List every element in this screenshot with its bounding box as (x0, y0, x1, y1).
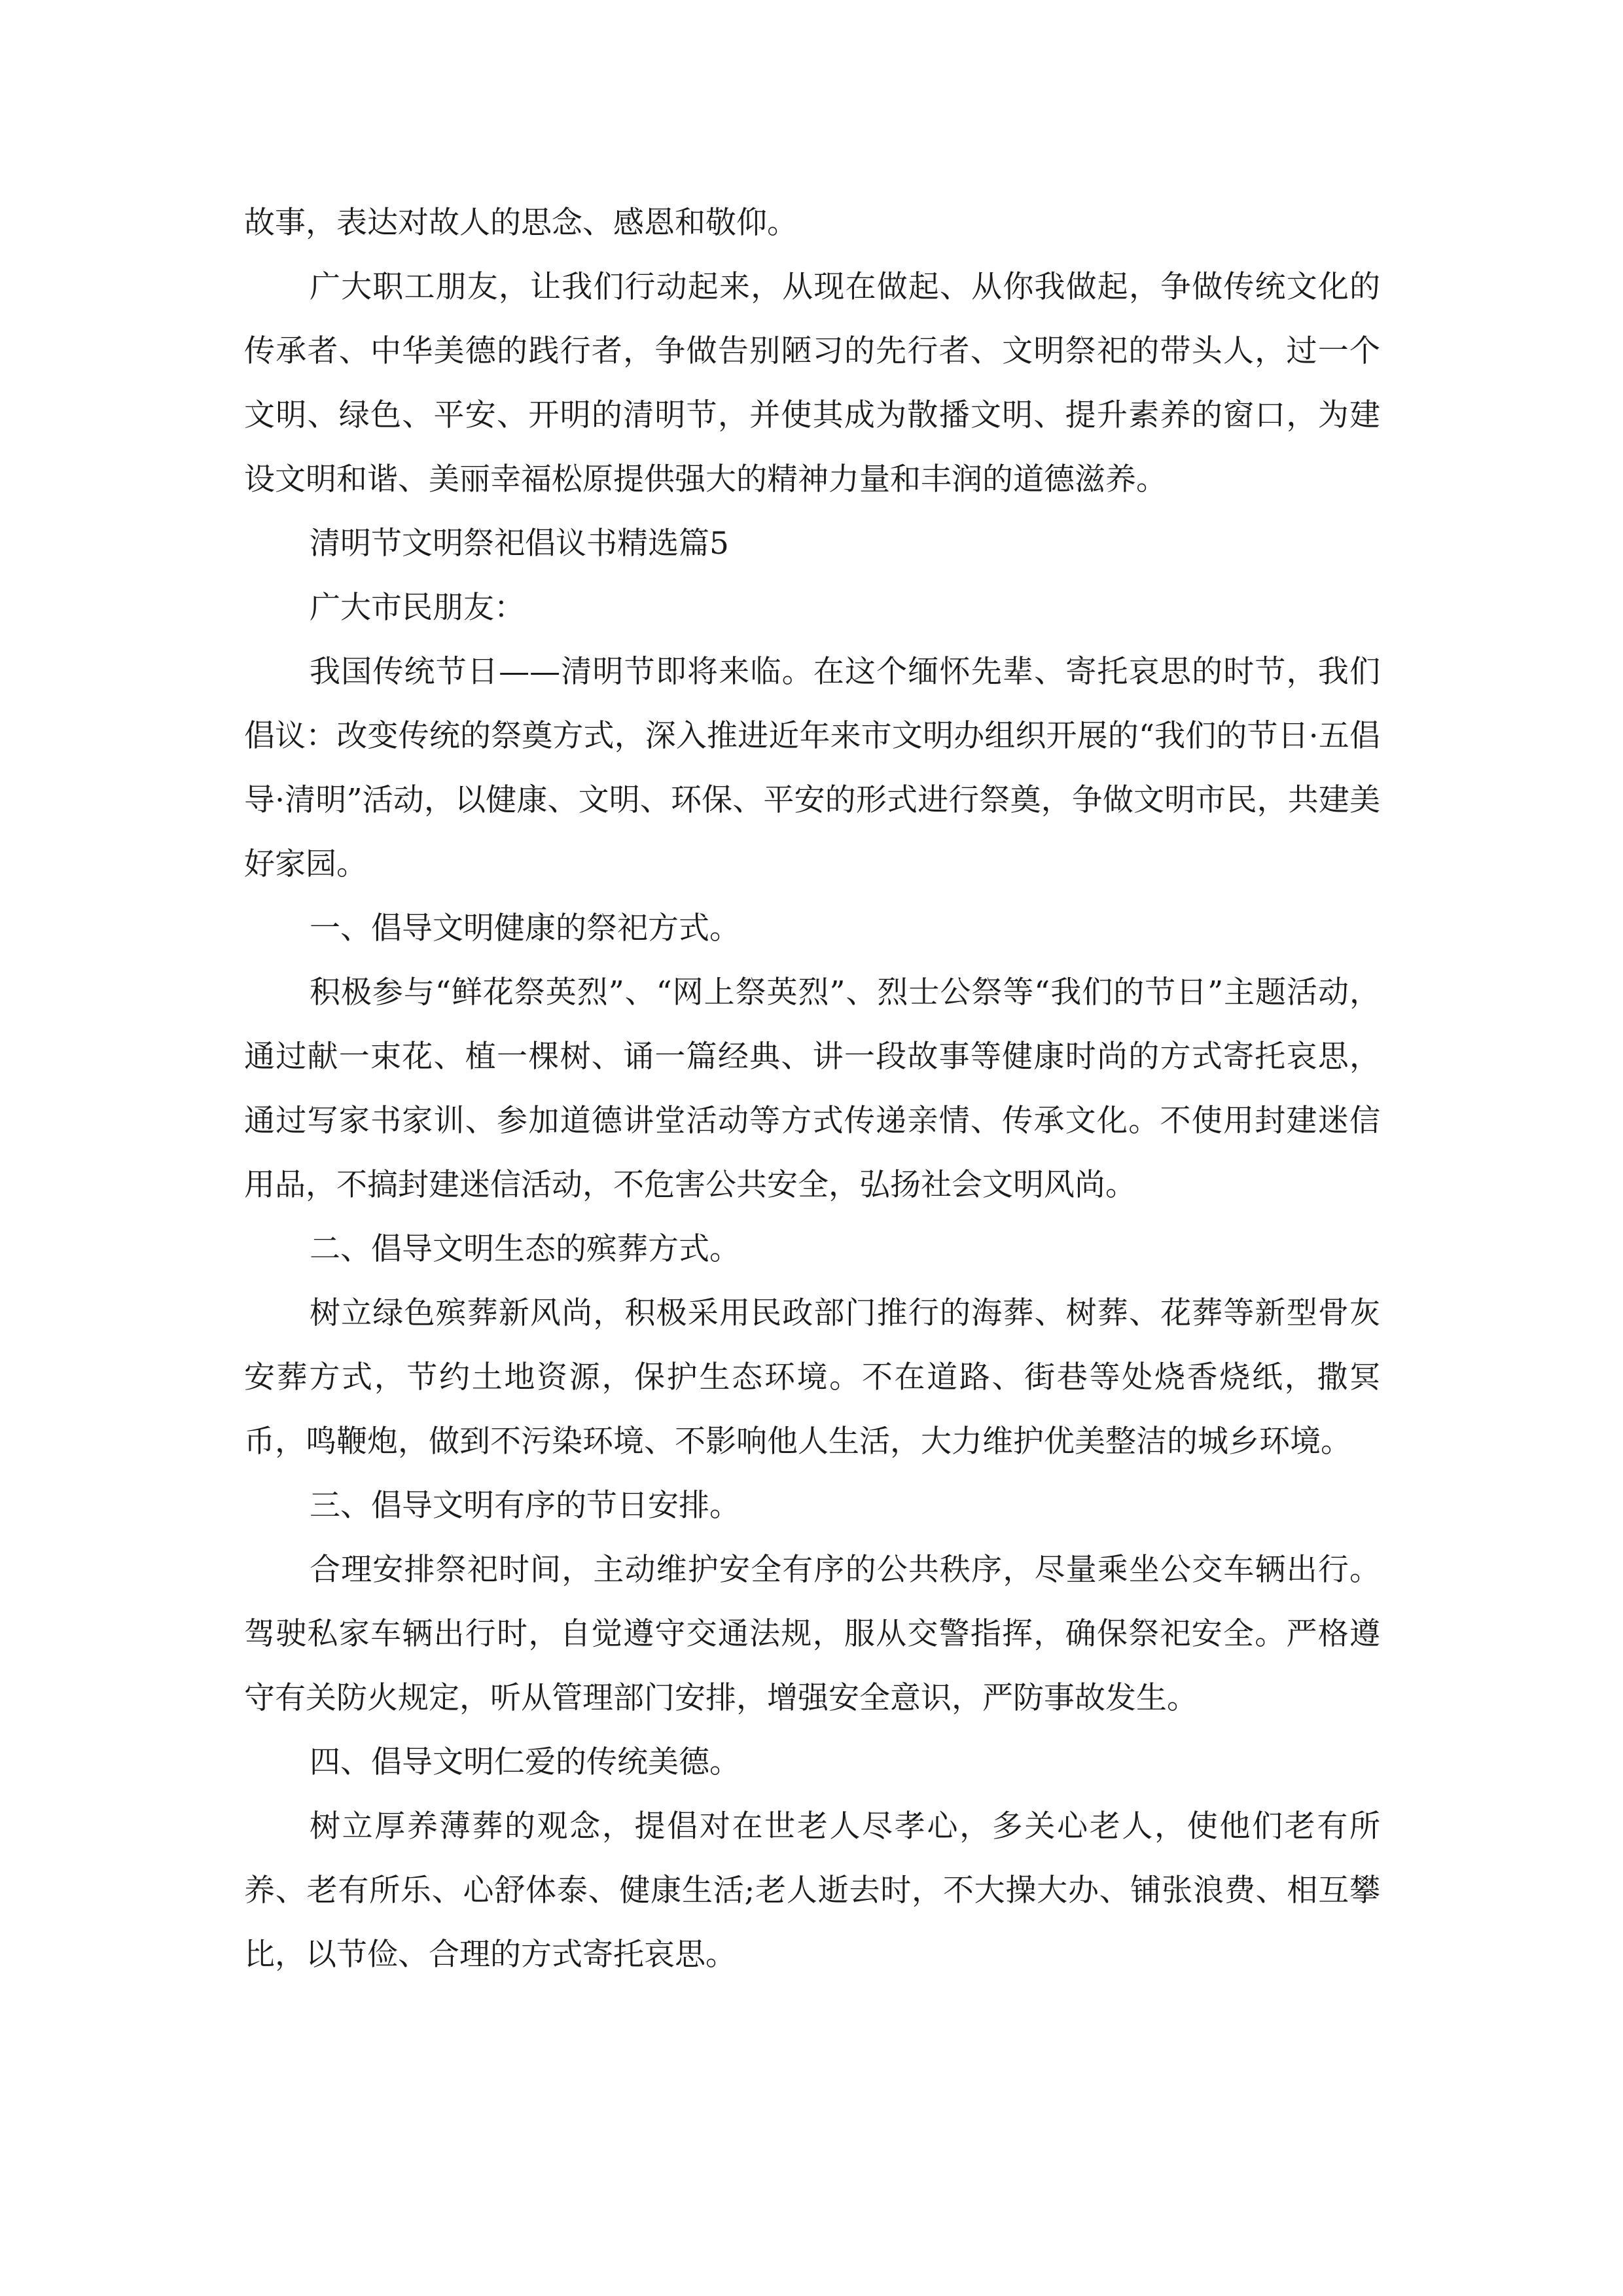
paragraph-item-1: 积极参与“鲜花祭英烈”、“网上祭英烈”、烈士公祭等“我们的节日”主题活动，通过献一束花、植一棵树、诵一篇经典、讲一段故事等健康时尚的方式寄托哀思，通过写家书家训、参加道德讲堂活动等方式传递亲情、传承文化。不使用封建迷信用品，不搞封建迷信活动，不危害公共安全，弘扬社会文明风尚。 (244, 975, 1380, 1203)
heading-item-4: 四、倡导文明仁爱的传统美德。 (310, 1744, 740, 1780)
heading-item-2: 二、倡导文明生态的殡葬方式。 (310, 1231, 740, 1267)
paragraph-item-3: 合理安排祭祀时间，主动维护安全有序的公共秩序，尽量乘坐公交车辆出行。驾驶私家车辆出行时，自觉遵守交通法规，服从交警指挥，确保祭祀安全。严格遵守有关防火规定，听从管理部门安排，增强安全意识，严防事故发生。 (244, 1552, 1380, 1716)
paragraph-intro: 我国传统节日——清明节即将来临。在这个缅怀先辈、寄托哀思的时节，我们倡议：改变传统的祭奠方式，深入推进近年来市文明办组织开展的“我们的节日·五倡导·清明”活动，以健康、文明、环保、平安的形式进行祭奠，争做文明市民，共建美好家园。 (244, 654, 1380, 882)
paragraph-call-to-action: 广大职工朋友，让我们行动起来，从现在做起、从你我做起，争做传统文化的传承者、中华美德的践行者，争做告别陋习的先行者、文明祭祀的带头人，过一个文明、绿色、平安、开明的清明节，并使其成为散播文明、提升素养的窗口，为建设文明和谐、美丽幸福松原提供强大的精神力量和丰润的道德滋养。 (244, 269, 1380, 497)
heading-item-3: 三、倡导文明有序的节日安排。 (310, 1488, 740, 1524)
paragraph-continuation: 故事，表达对故人的思念、感恩和敬仰。 (244, 205, 798, 241)
paragraph-item-2: 树立绿色殡葬新风尚，积极采用民政部门推行的海葬、树葬、花葬等新型骨灰安葬方式，节约土地资源，保护生态环境。不在道路、街巷等处烧香烧纸，撒冥币，鸣鞭炮，做到不污染环境、不影响他人生活，大力维护优美整洁的城乡环境。 (244, 1295, 1380, 1460)
heading-item-1: 一、倡导文明健康的祭祀方式。 (310, 910, 740, 946)
section-title: 清明节文明祭祀倡议书精选篇5 (310, 526, 729, 562)
salutation: 广大市民朋友： (310, 590, 525, 626)
document-page (244, 191, 1380, 1987)
paragraph-item-4: 树立厚养薄葬的观念，提倡对在世老人尽孝心，多关心老人，使他们老有所养、老有所乐、心舒体泰、健康生活;老人逝去时，不大操大办、铺张浪费、相互攀比，以节俭、合理的方式寄托哀思。 (244, 1808, 1380, 1973)
